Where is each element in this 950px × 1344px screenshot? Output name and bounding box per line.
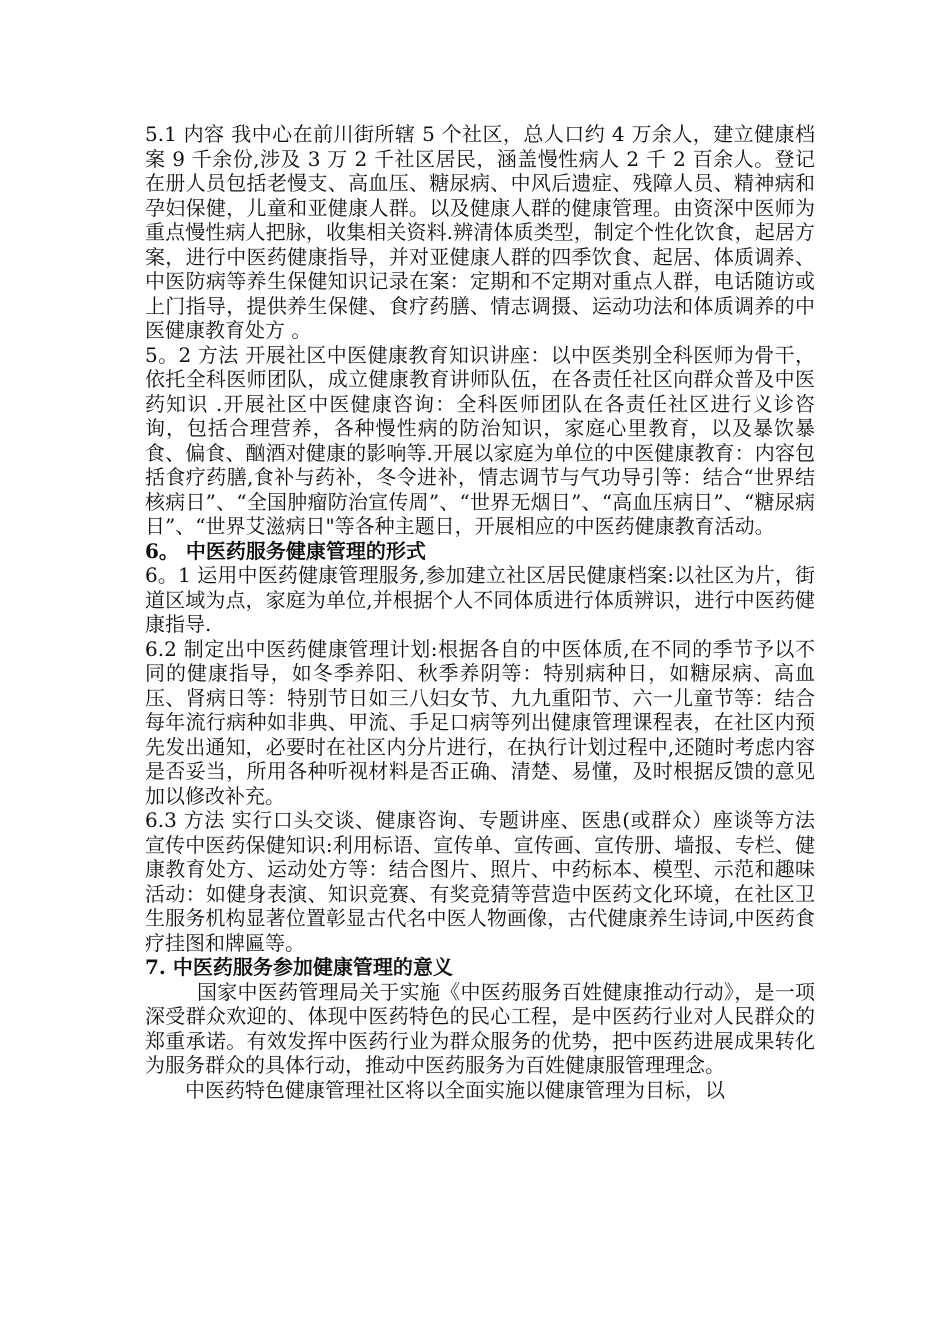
document-body	[145, 122, 815, 1102]
paragraph-7-1: 国家中医药管理局关于实施《中医药服务百姓健康推动行动》，是一项深受群众欢迎的、体现中医药特色的民心工程，是中医药行业对人民群众的郑重承诺。有效发挥中医药行业为群众服务的优势，把中医药进展成果转化为服务群众的具体行动，推动中医药服务为百姓健康服管理理念。	[145, 979, 815, 1077]
heading-section-6: 6。 中医药服务健康管理的形式	[145, 538, 426, 563]
paragraph-6-1: 6。1 运用中医药健康管理服务,参加建立社区居民健康档案:以社区为片，街道区域为点，家庭为单位,并根据个人不同体质进行体质辨识，进行中医药健康指导.	[145, 563, 815, 636]
paragraph-7-2: 中医药特色健康管理社区将以全面实施以健康管理为目标，以	[185, 1077, 725, 1102]
paragraph-6-3: 6.3 方法 实行口头交谈、健康咨询、专题讲座、医患(或群众）座谈等方法宣传中医药保健知识:利用标语、宣传单、宣传画、宣传册、墙报、专栏、健康教育处方、运动处方等：结合图片、照片、中药标本、模型、示范和趣味活动：如健身表演、知识竞赛、有奖竞猜等营造中医药文化环境，在社区卫生服务机构显著位置彰显古代名中医人物画像，古代健康养生诗词,中医药食疗挂图和牌匾等。	[145, 808, 815, 955]
heading-section-7: 7. 中医药服务参加健康管理的意义	[145, 955, 453, 979]
paragraph-5-1: 5.1 内容 我中心在前川街所辖 5 个社区，总人口约 4 万余人，建立健康档案 9 千余份,涉及 3 万 2 千社区居民，涵盖慢性病人 2 千 2 百余人。登记在册人员包括老慢支、高血压、糖尿病、中风后遗症、残障人员、精神病和孕妇保健，儿童和亚健康人群。以及健康人群的健康管理。由资深中医师为重点慢性病人把脉，收集相关资料.辨清体质类型，制定个性化饮食，起居方案，进行中医药健康指导，并对亚健康人群的四季饮食、起居、体质调养、中医防病等养生保健知识记录在案：定期和不定期对重点人群，电话随访或上门指导，提供养生保健、食疗药膳、情志调摄、运动功法和体质调养的中医健康教育处方 。	[145, 122, 815, 342]
paragraph-5-2: 5。2 方法 开展社区中医健康教育知识讲座：以中医类别全科医师为骨干，依托全科医师团队，成立健康教育讲师队伍，在各责任社区向群众普及中医药知识 .开展社区中医健康咨询：全科医师团队在各责任社区进行义诊咨询，包括合理营养，各种慢性病的防治知识，家庭心里教育，以及暴饮暴食、偏食、酗酒对健康的影响等.开展以家庭为单位的中医健康教育：内容包括食疗药膳,食补与药补，冬令进补，情志调节与气功导引等：结合“世界结核病日”、“全国肿瘤防治宣传周”、“世界无烟日”、“高血压病日”、“糖尿病日”、“世界艾滋病日"等各种主题日，开展相应的中医药健康教育活动。	[145, 342, 815, 538]
paragraph-6-2: 6.2 制定出中医药健康管理计划:根据各自的中医体质,在不同的季节予以不同的健康指导，如冬季养阳、秋季养阴等：特别病种日，如糖尿病、高血压、肾病日等：特别节日如三八妇女节、九九重阳节、六一儿童节等：结合每年流行病种如非典、甲流、手足口病等列出健康管理课程表，在社区内预先发出通知，必要时在社区内分片进行，在执行计划过程中,还随时考虑内容是否妥当，所用各种听视材料是否正确、清楚、易懂，及时根据反馈的意见加以修改补充。	[145, 636, 815, 808]
